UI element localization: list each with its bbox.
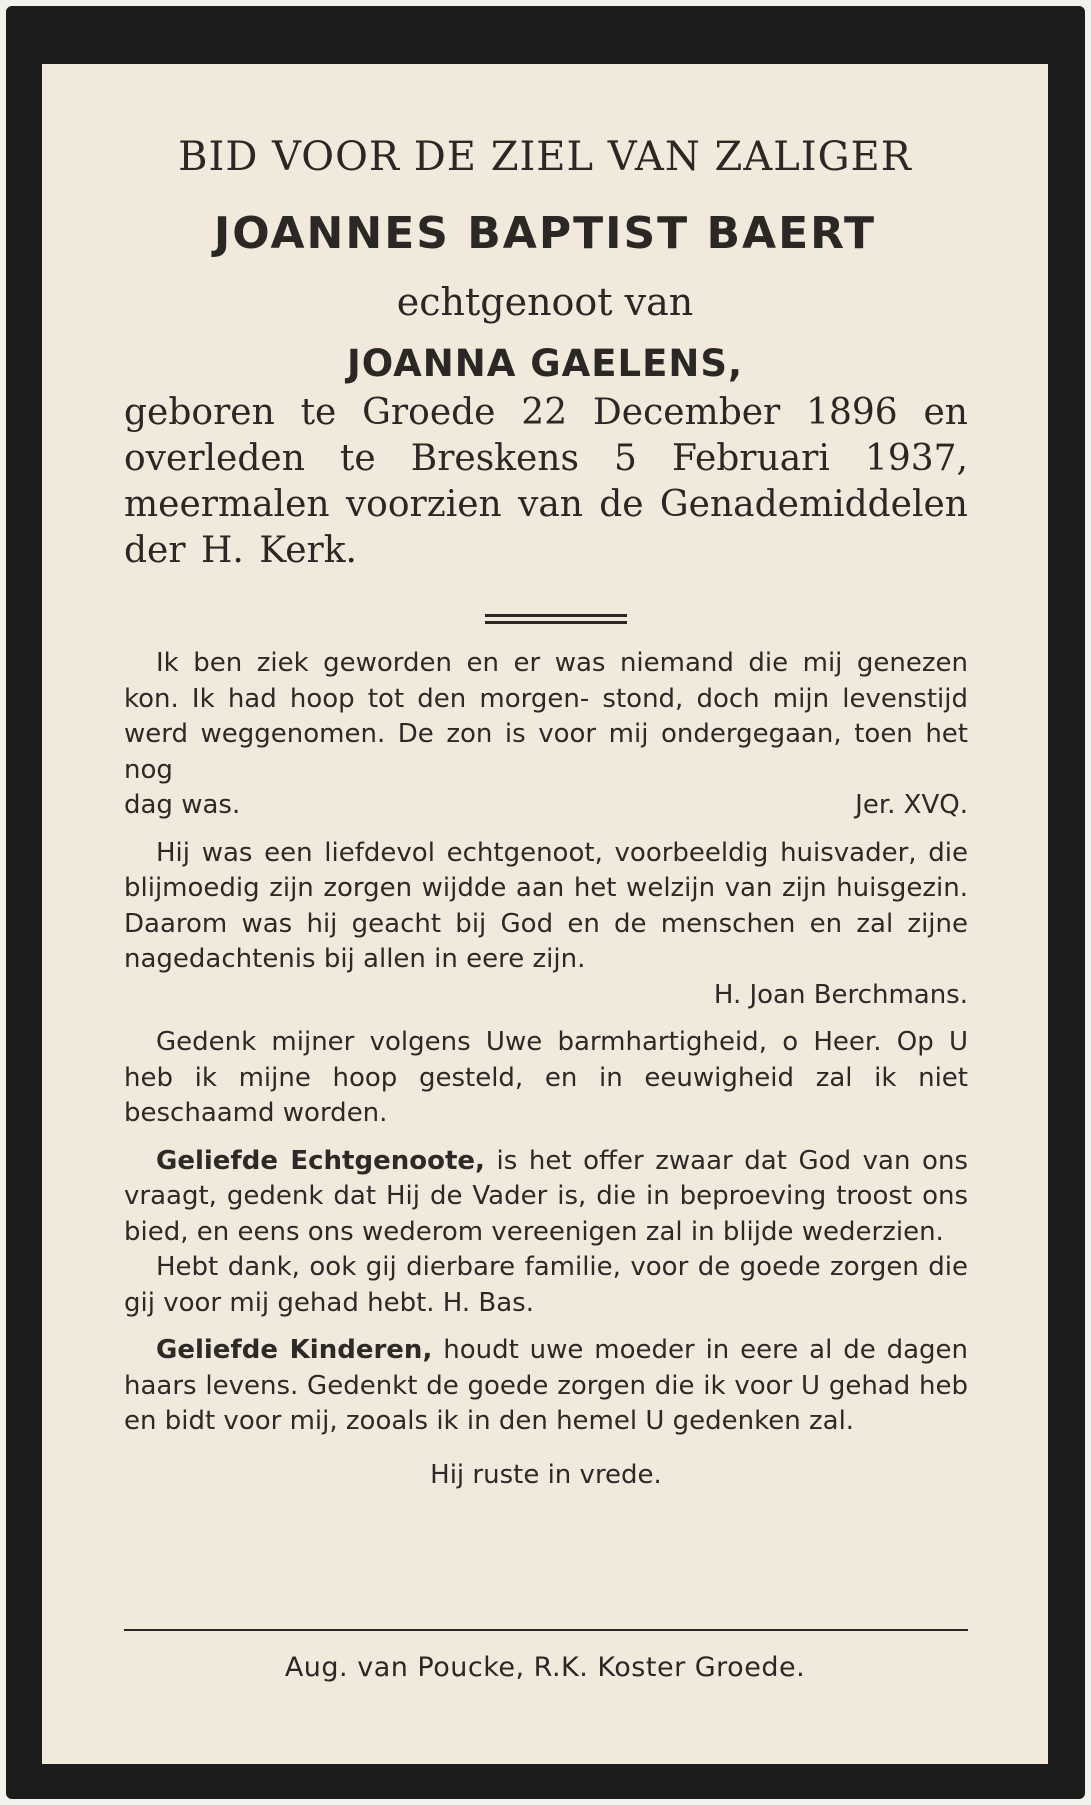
scripture-text: Ik ben ziek geworden en er was niemand die mij genezen kon. Ik had hoop tot den morgen- stond, doch mijn levenstijd werd weggenomen. De zon is voor mij ondergegaan, toen het nog	[124, 648, 968, 785]
closing-line: Hij ruste in vrede.	[430, 1459, 662, 1490]
tribute-paragraph: Hij was een liefdevol echtgenoot, voorbeeldig huisvader, die blijmoedig zijn zorgen wijdde aan het welzijn van zijn huisgezin. Daarom was hij geacht bij God en de menschen en zal zijne nagedachtenis bij allen in eere zijn.	[124, 837, 968, 974]
life-dates-text: geboren te Groede 22 December 1896 en overleden te Breskens 5 Februari 1937, meermalen voorzien van de Genademiddelen der H. Kerk.	[124, 392, 968, 571]
family-paragraph: Hebt dank, ook gij dierbare familie, voor de goede zorgen die gij voor mij gehad hebt. H. Bas.	[124, 1252, 968, 1318]
prayer-paragraph: Gedenk mijner volgens Uwe barmhartigheid, o Heer. Op U heb ik mijne hoop gesteld, en in eeuwigheid zal ik niet beschaamd worden.	[124, 1027, 968, 1128]
double-divider	[485, 614, 627, 624]
spouse-address: Geliefde Echtgenoote,	[156, 1145, 485, 1176]
scripture-ref-row	[124, 788, 968, 824]
children-address: Geliefde Kinderen,	[156, 1335, 433, 1365]
card-paper	[42, 64, 1048, 1764]
deceased-name: JOANNES BAPTIST BAERT	[213, 208, 877, 259]
bottom-divider	[124, 1629, 968, 1631]
scripture-reference: Jer. XVQ.	[855, 790, 968, 820]
scripture-last-line: dag was.	[124, 790, 241, 820]
printer-credit: Aug. van Poucke, R.K. Koster Groede.	[284, 1652, 806, 1683]
tribute-reference: H. Joan Berchmans.	[713, 979, 968, 1010]
spouse-name: JOANNA GAELENS,	[346, 342, 744, 385]
spouse-message: is het offer zwaar dat God van ons vraagt, gedenk dat Hij de Vader is, die in beproeving troost ons bied, en eens ons wederom vereenigen zal in blijde wederzien.	[124, 1145, 968, 1247]
prayer-heading: BID VOOR DE ZIEL VAN ZALIGER	[178, 134, 912, 180]
children-paragraph	[124, 1333, 968, 1440]
spouse-paragraph	[124, 1144, 968, 1251]
children-message: houdt uwe moeder in eere al de dagen haars levens. Gedenkt de goede zorgen die ik voor U gehad heb en bidt voor mij, zooals ik in den hemel U gedenken zal.	[124, 1335, 969, 1436]
card-body-text	[124, 646, 968, 1493]
scripture-quote	[124, 646, 968, 788]
spouse-intro: echtgenoot van	[396, 280, 694, 324]
memorial-card	[6, 6, 1085, 1799]
